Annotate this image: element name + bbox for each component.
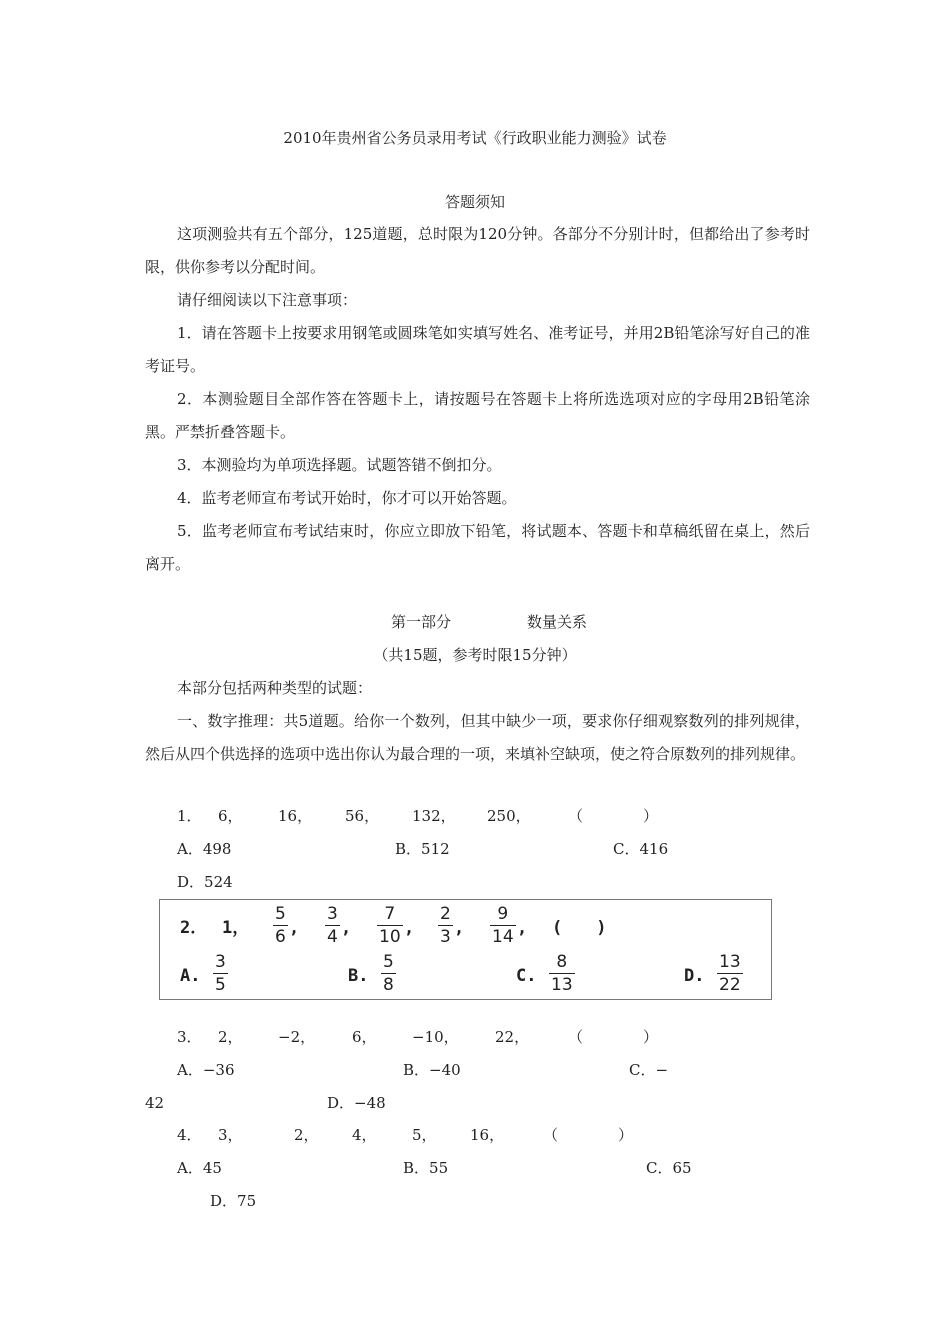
q2-option-b-fraction xyxy=(381,952,396,995)
q2-fraction-denominator: 10 xyxy=(379,927,401,947)
document-title: 2010年贵州省公务员录用考试《行政职业能力测验》试卷 xyxy=(283,129,667,147)
part-intro: 本部分包括两种类型的试题： xyxy=(177,679,373,697)
q2-separator: , xyxy=(341,918,352,938)
notice-item-1: 1．请在答题卡上按要求用钢笔或圆珠笔如实填写姓名、准考证号，并用2B铅笔涂写好自己的准考证号。 xyxy=(145,324,810,375)
part-name: 数量关系 xyxy=(527,613,588,631)
q2-fraction xyxy=(325,904,340,947)
q4-term: 5， xyxy=(412,1126,437,1144)
q1-option-d: D．524 xyxy=(177,873,233,891)
q3-blank: （ ） xyxy=(568,1028,659,1046)
q4-term: 2， xyxy=(294,1126,319,1144)
q1-option-c: C．416 xyxy=(613,840,669,858)
q4-option-a: A．45 xyxy=(177,1159,222,1177)
q2-option-a-label: A. xyxy=(180,966,201,986)
q4-blank: （ ） xyxy=(543,1126,634,1144)
q1-option-a: A．498 xyxy=(177,840,232,858)
q4-option-c: C．65 xyxy=(646,1159,692,1177)
q1-number: 1． xyxy=(177,807,202,825)
notice-item-2: 2．本测验题目全部作答在答题卡上，请按题号在答题卡上将所选选项对应的字母用2B铅笔涂黑。严禁折叠答题卡。 xyxy=(145,390,810,441)
q2-fraction-numerator: 9 xyxy=(497,904,509,924)
q1-option-b: B．512 xyxy=(395,840,450,858)
notice-item-5: 5．监考老师宣布考试结束时，你应立即放下铅笔，将试题本、答题卡和草稿纸留在桌上，然后离开。 xyxy=(145,522,810,573)
q3-number: 3． xyxy=(177,1028,202,1046)
q3-option-c-continued: 42 xyxy=(145,1094,165,1112)
q2-option-b-label: B. xyxy=(348,966,369,986)
q2-number: 2． xyxy=(180,918,208,938)
q2-option-numerator: 5 xyxy=(383,952,394,972)
notice-intro: 这项测验共有五个部分，125道题，总时限为120分钟。各部分不分别计时，但都给出了参考时限，供你参考以分配时间。 xyxy=(145,225,810,276)
q1-blank: （ ） xyxy=(568,807,659,825)
q3-term: −2， xyxy=(278,1028,316,1046)
notice-heading: 答题须知 xyxy=(444,193,505,211)
q2-separator: , xyxy=(517,918,528,938)
q1-term: 250， xyxy=(487,807,531,825)
q2-option-numerator: 3 xyxy=(215,952,226,972)
q3-term: 6， xyxy=(352,1028,377,1046)
q2-option-d-fraction xyxy=(717,952,743,995)
part-subtitle: （共15题，参考时限15分钟） xyxy=(373,646,577,664)
q3-option-a: A．−36 xyxy=(177,1061,235,1079)
q2-fraction-denominator: 14 xyxy=(492,927,514,947)
q1-term: 132， xyxy=(412,807,456,825)
q3-term: 22， xyxy=(495,1028,530,1046)
q3-option-d: D．−48 xyxy=(327,1094,386,1112)
q2-fraction-denominator: 4 xyxy=(327,927,338,947)
q2-separator: , xyxy=(404,918,415,938)
part-label: 第一部分 xyxy=(391,613,452,631)
q2-fraction xyxy=(273,904,288,947)
q3-term: −10， xyxy=(412,1028,459,1046)
q4-term: 4， xyxy=(352,1126,377,1144)
q2-fraction xyxy=(377,904,403,947)
q2-blank: ( ) xyxy=(552,918,607,938)
q3-option-b: B．−40 xyxy=(403,1061,461,1079)
q2-option-denominator: 8 xyxy=(383,975,394,995)
q2-option-numerator: 8 xyxy=(556,952,568,972)
q2-option-numerator: 13 xyxy=(719,952,741,972)
notice-item-4: 4．监考老师宣布考试开始时，你才可以开始答题。 xyxy=(177,489,517,507)
q2-option-denominator: 13 xyxy=(551,975,573,995)
q2-separator: , xyxy=(454,918,465,938)
q2-fraction-numerator: 3 xyxy=(327,904,338,924)
q1-term: 6， xyxy=(218,807,243,825)
q2-separator: , xyxy=(289,918,300,938)
q2-fraction-numerator: 7 xyxy=(384,904,396,924)
q2-option-denominator: 5 xyxy=(215,975,226,995)
q4-term: 16， xyxy=(470,1126,505,1144)
q2-option-denominator: 22 xyxy=(719,975,741,995)
q2-fraction-denominator: 6 xyxy=(275,927,286,947)
q4-term: 3， xyxy=(218,1126,243,1144)
q2-option-c-fraction xyxy=(549,952,575,995)
q2-option-a-fraction xyxy=(213,952,228,995)
notice-read-prompt: 请仔细阅读以下注意事项： xyxy=(177,291,358,309)
q2-fraction xyxy=(438,904,453,947)
q2-option-c-label: C. xyxy=(516,966,537,986)
q2-fraction-denominator: 3 xyxy=(440,927,451,947)
question-type-1: 一、数字推理：共5道题。给你一个数列，但其中缺少一项，要求你仔细观察数列的排列规律，然后从四个供选择的选项中选出你认为最合理的一项，来填补空缺项，使之符合原数列的排列规律。 xyxy=(145,712,810,763)
q1-term: 16， xyxy=(278,807,313,825)
q3-option-c: C．− xyxy=(629,1061,669,1079)
q2-option-d-label: D. xyxy=(684,966,705,986)
q2-first-term: 1， xyxy=(222,918,250,938)
q4-option-b: B．55 xyxy=(403,1159,449,1177)
q2-fraction-numerator: 2 xyxy=(440,904,451,924)
q3-term: 2， xyxy=(218,1028,243,1046)
q4-option-d: D．75 xyxy=(210,1192,257,1210)
notice-item-3: 3．本测验均为单项选择题。试题答错不倒扣分。 xyxy=(177,456,502,474)
q2-fraction-numerator: 5 xyxy=(275,904,286,924)
q2-fraction xyxy=(490,904,516,947)
q4-number: 4． xyxy=(177,1126,202,1144)
q1-term: 56， xyxy=(345,807,380,825)
question-2-box xyxy=(159,899,772,1000)
